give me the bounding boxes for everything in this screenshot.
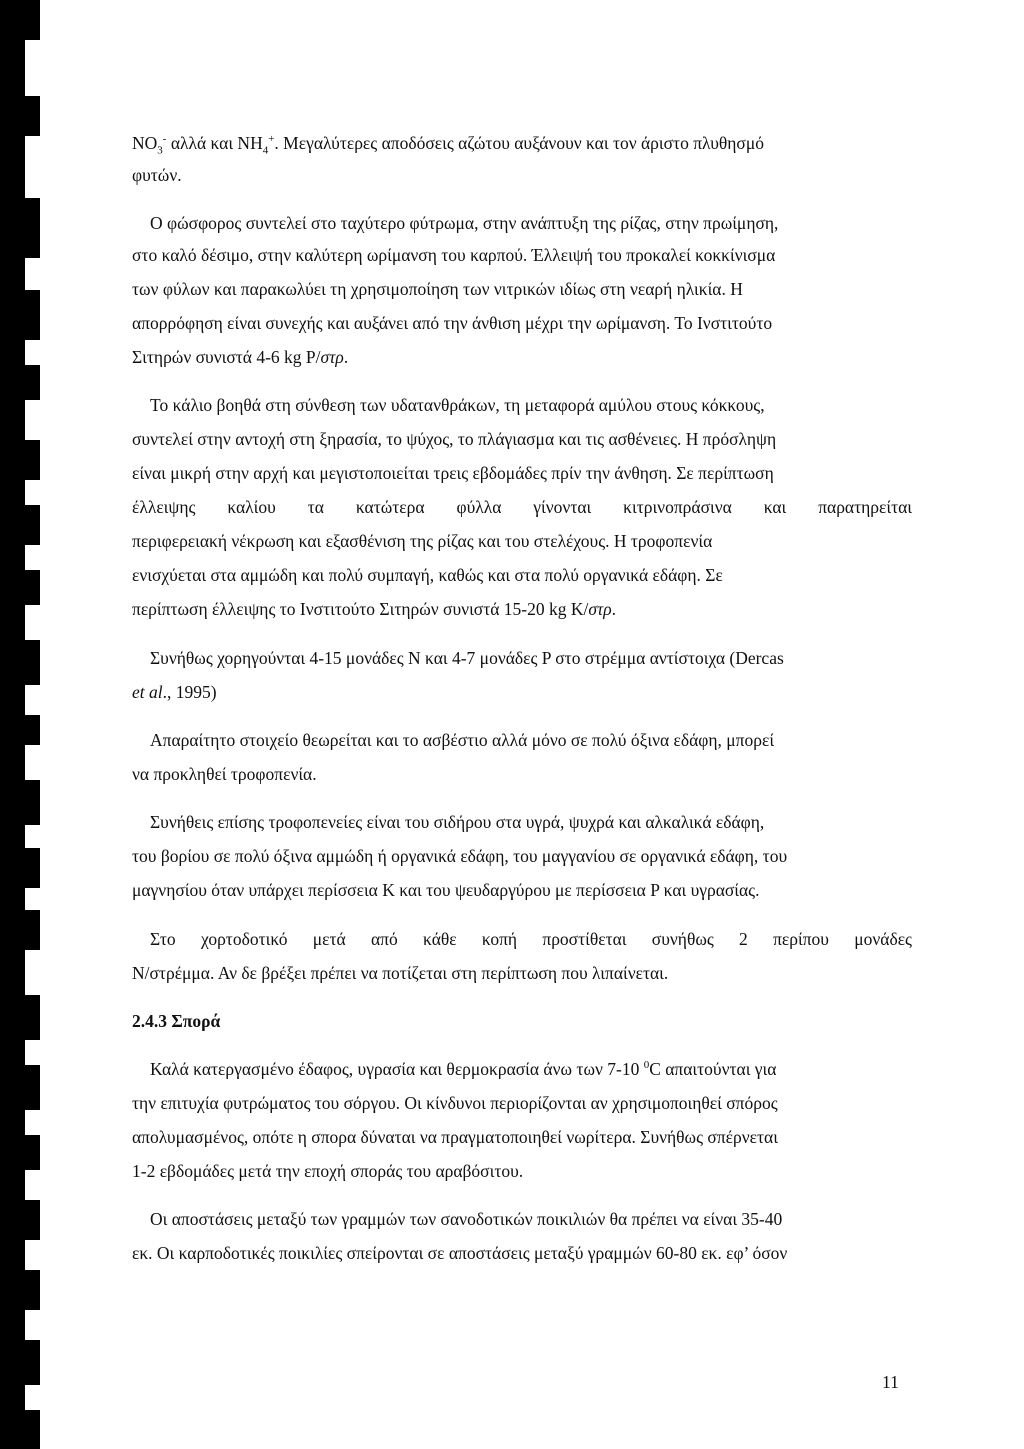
text-line: περιφερειακή νέκρωση και εξασθένιση της ρίζας και του στελέχους. Η τροφοπενία (132, 531, 713, 551)
text-line: 1-2 εβδομάδες μετά την εποχή σποράς του αραβόσιτου. (132, 1161, 524, 1181)
text-line: Στο χορτοδοτικό μετά από κάθε κοπή προστίθεται συνήθως 2 περίπου μονάδες (150, 929, 912, 949)
text-line: να προκληθεί τροφοπενία. (132, 764, 317, 784)
scan-edge-mark (25, 1135, 40, 1170)
scan-edge-mark (25, 1270, 40, 1310)
scan-edge-mark (25, 910, 40, 950)
scan-edge-mark (25, 1065, 40, 1110)
scan-edge-mark (25, 198, 40, 258)
text-line: του βορίου σε πολύ όξινα αμμώδη ή οργανικά εδάφη, του μαγγανίου σε οργανικά εδάφη, του (132, 846, 788, 866)
text-line: Απαραίτητο στοιχείο θεωρείται και το ασβέστιο αλλά μόνο σε πολύ όξινα εδάφη, μπορεί (150, 730, 775, 750)
section-heading: 2.4.3 Σπορά (132, 1011, 221, 1031)
text-line: Συνήθεις επίσης τροφοπενείες είναι του σιδήρου στα υγρά, ψυχρά και αλκαλικά εδάφη, (150, 812, 765, 832)
text-line: έλλειψης καλίου τα κατώτερα φύλλα γίνονται κιτρινοπράσινα και παρατηρείται (132, 497, 912, 517)
scan-edge-mark (25, 440, 40, 480)
text-line: απολυμασμένος, οπότε η σπορα δύναται να πραγματοποιηθεί νωρίτερα. Συνήθως σπέρνεται (132, 1127, 778, 1147)
text-line: περίπτωση έλλειψης το Ινστιτούτο Σιτηρών συνιστά 15-20 kg K/στρ. (132, 599, 617, 619)
text-line: Οι αποστάσεις μεταξύ των γραμμών των σανοδοτικών ποικιλιών θα πρέπει να είναι 35-40 (150, 1209, 783, 1229)
page-number: 11 (882, 1372, 899, 1392)
scan-edge-mark (25, 715, 40, 745)
text-line: φυτών. (132, 165, 182, 185)
scan-edge-mark (25, 848, 40, 888)
scan-edge-mark (25, 640, 40, 685)
text-line: είναι μικρή στην αρχή και μεγιστοποιείται τρεις εβδομάδες πρίν την άνθηση. Σε περίπτωση (132, 463, 774, 483)
text-line: μαγνησίου όταν υπάρχει περίσσεια K και του ψευδαργύρου με περίσσεια P και υγρασίας. (132, 880, 760, 900)
scan-edge-mark (25, 780, 40, 825)
scan-edge-mark (25, 365, 40, 400)
text-line: των φύλων και παρακωλύει τη χρησιμοποίηση των νιτρικών ιδίως στη νεαρή ηλικία. Η (132, 279, 743, 299)
scan-edge-mark (25, 505, 40, 545)
text-line: ενισχύεται στα αμμώδη και πολύ συμπαγή, καθώς και στα πολύ οργανικά εδάφη. Σε (132, 565, 723, 585)
text-line: N/στρέμμα. Αν δε βρέξει πρέπει να ποτίζεται στη περίπτωση που λιπαίνεται. (132, 963, 669, 983)
text-line: την επιτυχία φυτρώματος του σόργου. Οι κίνδυνοι περιορίζονται αν χρησιμοποιηθεί σπόρος (132, 1093, 778, 1113)
text-line: εκ. Οι καρποδοτικές ποικιλίες σπείρονται σε αποστάσεις μεταξύ γραμμών 60-80 εκ. εφ’ όσον (132, 1243, 788, 1263)
scan-edge-mark (25, 96, 40, 136)
scan-edge-mark (25, 1410, 40, 1449)
scan-edge-mark (25, 1200, 40, 1240)
text-line: Σιτηρών συνιστά 4-6 kg P/στρ. (132, 347, 349, 367)
scan-edge-mark (25, 570, 40, 605)
scan-edge-mark (25, 0, 40, 40)
scan-edge-mark (25, 290, 40, 340)
chem-formula: $NO_3^-$ (132, 133, 167, 157)
text-line: Συνήθως χορηγούνται 4-15 μονάδες N και 4-7 μονάδες P στο στρέμμα αντίστοιχα (Dercas (150, 648, 784, 668)
scan-edge-mark (25, 1340, 40, 1385)
text-line: Το κάλιο βοηθά στη σύνθεση των υδατανθράκων, τη μεταφορά αμύλου στους κόκκους, (150, 395, 765, 415)
text-line: συντελεί στην αντοχή στη ξηρασία, το ψύχος, το πλάγιασμα και τις ασθένειες. Η πρόσληψη (132, 429, 777, 449)
text-line: $NO_3^-$ αλλά και $NH_4^+$. Μεγαλύτερες αποδόσεις αζώτου αυξάνουν και τον άριστο πλυθησμό (132, 133, 764, 157)
text-line: et al., 1995) (132, 682, 217, 702)
text-line: στο καλό δέσιμο, στην καλύτερη ωρίμανση του καρπού. Έλλειψή του προκαλεί κοκκίνισμα (132, 245, 776, 265)
scan-edge-mark (25, 995, 40, 1040)
text-line: Καλά κατεργασμένο έδαφος, υγρασία και θερμοκρασία άνω των 7-10 $^0$C απαιτούνται για (150, 1059, 777, 1079)
text-line: απορρόφηση είναι συνεχής και αυξάνει από την άνθιση μέχρι την ωρίμανση. Το Ινστιτούτο (132, 313, 773, 333)
text-line: Ο φώσφορος συντελεί στο ταχύτερο φύτρωμα, στην ανάπτυξη της ρίζας, στην πρωίμηση, (150, 213, 779, 233)
